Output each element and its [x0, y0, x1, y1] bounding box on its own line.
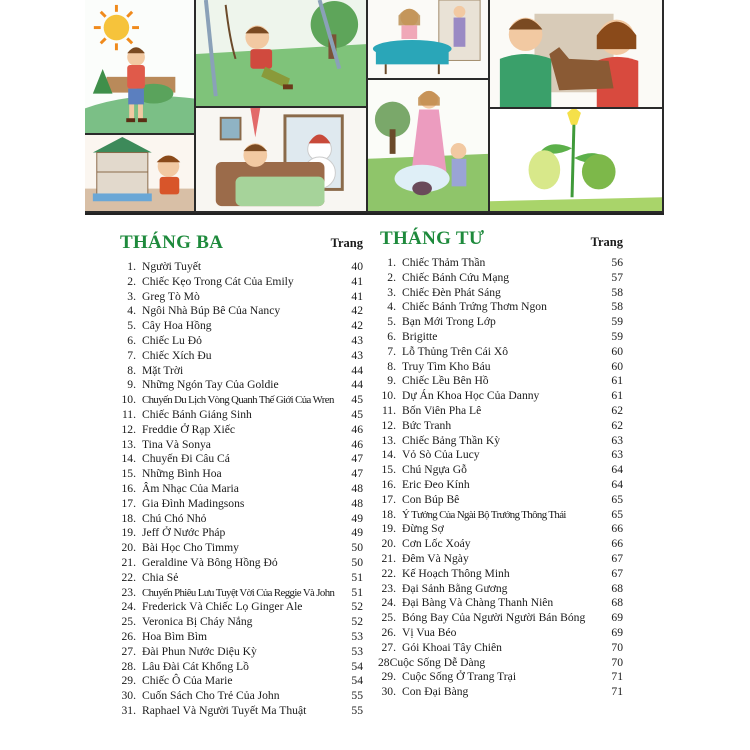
entry-number: 11. [381, 403, 396, 417]
entry-title: Frederick Và Chiếc Lọ Ginger Ale [142, 600, 303, 614]
toc-entry [118, 630, 363, 645]
toc-entry [118, 541, 363, 556]
toc-header [118, 232, 363, 256]
toc-entry [378, 419, 623, 434]
toc-entry [378, 374, 623, 389]
entry-number: 13. [121, 437, 136, 451]
entry-page-number: 40 [351, 260, 363, 273]
toc-entry [118, 586, 363, 601]
entry-title: Những Ngón Tay Của Goldie [142, 378, 279, 392]
toc-entry [118, 290, 363, 305]
entry-title: 28Cuộc Sống Dễ Dàng [378, 655, 486, 669]
entry-page-number: 50 [351, 555, 363, 569]
entry-page-number: 52 [351, 600, 363, 614]
entry-number: 20. [121, 541, 136, 555]
entry-number: 11. [121, 407, 136, 421]
entry-page-number: 46 [351, 437, 363, 451]
entry-title: Greg Tò Mò [142, 289, 200, 303]
entry-page-number: 49 [351, 511, 363, 525]
illustration-girl-table [368, 0, 490, 80]
entry-number: 5. [127, 319, 136, 333]
entry-page-number: 50 [351, 541, 363, 555]
toc-entry [118, 349, 363, 364]
entry-title: Chiếc Kẹo Trong Cát Của Emily [142, 274, 294, 288]
entry-page-number: 64 [611, 477, 623, 491]
toc-entry [118, 304, 363, 319]
entry-number: 10. [381, 389, 396, 403]
entry-page-number: 59 [611, 315, 623, 329]
entry-number: 30. [121, 689, 136, 703]
section-title: THÁNG TƯ [380, 228, 485, 249]
entry-title: Tina Và Sonya [142, 437, 211, 451]
entry-title: Kế Hoạch Thông Minh [402, 566, 510, 580]
entry-title: Chuyến Đi Câu Cá [142, 452, 230, 466]
entry-title: Đừng Sợ [402, 522, 444, 536]
entry-page-number: 55 [351, 689, 363, 703]
entry-number: 15. [121, 467, 136, 481]
entry-title: Veronica Bị Cháy Nắng [142, 615, 253, 629]
toc-entry [118, 571, 363, 586]
entry-title: Gói Khoai Tây Chiên [402, 640, 502, 654]
entry-page-number: 45 [351, 393, 363, 407]
illustration-collage [85, 0, 664, 215]
entry-number: 5. [387, 315, 396, 329]
toc-entry [118, 275, 363, 290]
entry-number: 15. [381, 463, 396, 477]
toc-entry [378, 345, 623, 360]
entry-title: Ngôi Nhà Búp Bê Của Nancy [142, 304, 281, 318]
entry-number: 30. [381, 685, 396, 699]
entry-title: Chiếc Lu Đỏ [142, 333, 202, 347]
toc-thang-ba [118, 232, 363, 719]
entry-page-number: 43 [351, 333, 363, 347]
entry-title: Chiếc Lều Bên Hồ [402, 374, 489, 388]
toc-entry [118, 689, 363, 704]
entry-title: Brigitte [402, 329, 438, 343]
entry-number: 14. [381, 448, 396, 462]
entry-number: 6. [127, 333, 136, 347]
toc-entry [378, 448, 623, 463]
entry-page-number: 60 [611, 359, 623, 373]
toc-entry [378, 508, 623, 523]
entry-title: Cuộc Sống Ở Trang Trại [402, 670, 517, 684]
entry-title: Chiếc Bảng Thần Kỳ [402, 433, 500, 447]
entry-page-number: 47 [351, 452, 363, 466]
toc-entry [118, 645, 363, 660]
toc-entry [118, 334, 363, 349]
entry-title: Bài Học Cho Timmy [142, 541, 239, 555]
entry-page-number: 45 [351, 407, 363, 421]
entry-page-number: 66 [611, 537, 623, 551]
entry-number: 2. [127, 274, 136, 288]
entry-page-number: 70 [611, 640, 623, 654]
entry-page-number: 44 [351, 363, 363, 377]
entry-number: 17. [381, 492, 396, 506]
entry-page-number: 41 [351, 289, 363, 303]
entry-page-number: 57 [611, 270, 623, 284]
entry-number: 2. [387, 270, 396, 284]
entry-number: 4. [387, 300, 396, 314]
toc-entry [118, 526, 363, 541]
entry-number: 29. [381, 670, 396, 684]
toc-entry [118, 556, 363, 571]
entry-title: Hoa Bìm Bìm [142, 629, 208, 643]
entry-number: 26. [381, 625, 396, 639]
toc-entry [378, 552, 623, 567]
entry-number: 21. [381, 551, 396, 565]
entry-title: Chia Sẻ [142, 570, 179, 584]
entry-title: Cuốn Sách Cho Trẻ Của John [142, 689, 280, 703]
entry-number: 4. [127, 304, 136, 318]
toc-entry [378, 537, 623, 552]
entry-number: 25. [121, 615, 136, 629]
entry-page-number: 65 [611, 507, 623, 521]
entry-page-number: 42 [351, 319, 363, 333]
illustration-boy-swing [196, 0, 368, 108]
page-column-label: Trang [590, 235, 623, 249]
entry-title: Đại Sảnh Bằng Gương [402, 581, 508, 595]
entry-page-number: 44 [351, 378, 363, 392]
entry-number: 25. [381, 611, 396, 625]
entry-title: Freddie Ở Rạp Xiếc [142, 422, 236, 436]
illustration-kids-horse [490, 0, 664, 109]
entry-title: Geraldine Và Bông Hồng Đỏ [142, 555, 278, 569]
toc-entry [378, 404, 623, 419]
entry-page-number: 60 [611, 344, 623, 358]
toc-entry [118, 393, 363, 408]
entry-page-number: 61 [611, 389, 623, 403]
entry-page-number: 41 [351, 274, 363, 288]
entry-number: 19. [381, 522, 396, 536]
entry-number: 17. [121, 496, 136, 510]
entry-title: Bức Tranh [402, 418, 452, 432]
toc-entry [118, 674, 363, 689]
entry-number: 7. [127, 348, 136, 362]
entry-number: 16. [121, 481, 136, 495]
entry-page-number: 52 [351, 615, 363, 629]
entry-number: 7. [387, 344, 396, 358]
entry-page-number: 49 [351, 526, 363, 540]
toc-thang-tu [378, 228, 623, 700]
entry-title: Dự Án Khoa Học Của Danny [402, 389, 540, 403]
entry-page-number: 48 [351, 496, 363, 510]
entry-page-number: 71 [611, 670, 623, 684]
toc-entry [378, 315, 623, 330]
entry-number: 31. [121, 703, 136, 717]
illustration-boy-sun [85, 0, 196, 135]
entry-number: 23. [381, 581, 396, 595]
toc-entry [118, 319, 363, 334]
entry-page-number: 68 [611, 596, 623, 610]
entry-title: Chiếc Bánh Trứng Thơm Ngon [402, 300, 547, 314]
entry-page-number: 69 [611, 625, 623, 639]
entry-page-number: 71 [611, 685, 623, 699]
entry-title: Đêm Và Ngày [402, 551, 469, 565]
toc-entry [378, 271, 623, 286]
entry-title: Chú Chó Nhỏ [142, 511, 207, 525]
entry-title: Con Búp Bê [402, 492, 460, 506]
entry-number: 9. [387, 374, 396, 388]
entry-number: 20. [381, 537, 396, 551]
entry-title: Chiếc Thảm Thần [402, 256, 486, 269]
entry-title: Đài Phun Nước Diệu Kỳ [142, 644, 257, 658]
entry-page-number: 69 [611, 611, 623, 625]
entry-page-number: 58 [611, 300, 623, 314]
toc-entry [378, 596, 623, 611]
entry-title: Con Đại Bàng [402, 685, 469, 699]
entry-number: 22. [381, 566, 396, 580]
entry-number: 23. [121, 585, 136, 599]
entry-title: Cơn Lốc Xoáy [402, 537, 471, 551]
entry-page-number: 54 [351, 674, 363, 688]
toc-entry [378, 434, 623, 449]
entry-number: 19. [121, 526, 136, 540]
illustration-fruit-plant [490, 109, 664, 213]
toc-entry [118, 452, 363, 467]
entry-number: 21. [121, 555, 136, 569]
entry-page-number: 63 [611, 448, 623, 462]
toc-entry [118, 600, 363, 615]
entry-page-number: 43 [351, 348, 363, 362]
toc-entry [118, 423, 363, 438]
entry-title: Lâu Đài Cát Khổng Lồ [142, 659, 249, 673]
toc-entry [378, 641, 623, 656]
entry-page-number: 42 [351, 304, 363, 318]
toc-entry [118, 660, 363, 675]
toc-entry [118, 260, 363, 275]
entry-page-number: 61 [611, 374, 623, 388]
toc-entry [378, 286, 623, 301]
entry-number: 29. [121, 674, 136, 688]
entry-page-number: 70 [611, 655, 623, 669]
toc-entry [378, 567, 623, 582]
toc-entry [378, 389, 623, 404]
entry-title: Vỏ Sò Của Lucy [402, 448, 480, 462]
entry-title: Chiếc Đèn Phát Sáng [402, 285, 501, 299]
toc-entry [118, 512, 363, 527]
toc-entry [378, 670, 623, 685]
entry-title: Người Tuyết [142, 260, 202, 273]
toc-entry [378, 478, 623, 493]
entry-title: Chú Ngựa Gỗ [402, 463, 467, 477]
toc-entry [378, 463, 623, 478]
toc-entry [378, 360, 623, 375]
entry-page-number: 67 [611, 551, 623, 565]
entry-title: Jeff Ở Nước Pháp [142, 526, 226, 540]
entry-number: 27. [121, 644, 136, 658]
illustration-boy-bed-snowman [196, 108, 368, 213]
toc-list [118, 260, 363, 719]
entry-title: Truy Tìm Kho Báu [402, 359, 491, 373]
toc-entry [378, 300, 623, 315]
entry-number: 12. [121, 422, 136, 436]
entry-page-number: 68 [611, 581, 623, 595]
entry-title: Bạn Mới Trong Lớp [402, 315, 496, 329]
toc-entry [118, 408, 363, 423]
entry-number: 10. [121, 393, 136, 407]
entry-title: Bóng Bay Của Người Người Bán Bóng [402, 611, 586, 625]
toc-entry [118, 467, 363, 482]
entry-number: 3. [127, 289, 136, 303]
toc-entry [118, 438, 363, 453]
entry-title: Chiếc Bánh Giáng Sinh [142, 407, 252, 421]
entry-page-number: 64 [611, 463, 623, 477]
entry-number: 16. [381, 477, 396, 491]
entry-page-number: 63 [611, 433, 623, 447]
entry-title: Âm Nhạc Của Maria [142, 481, 239, 495]
toc-list [378, 256, 623, 700]
entry-page-number: 53 [351, 644, 363, 658]
entry-page-number: 51 [351, 570, 363, 584]
entry-title: Đại Bàng Và Chàng Thanh Niên [402, 596, 554, 610]
entry-number: 18. [121, 511, 136, 525]
entry-number: 24. [381, 596, 396, 610]
illustration-woman-bubbles [368, 80, 490, 213]
entry-number: 1. [387, 256, 396, 269]
entry-number: 6. [387, 329, 396, 343]
toc-entry [118, 497, 363, 512]
entry-title: Raphael Và Người Tuyết Ma Thuật [142, 703, 307, 717]
toc-entry [378, 330, 623, 345]
entry-page-number: 67 [611, 566, 623, 580]
toc-entry [378, 685, 623, 700]
entry-title: Bốn Viên Pha Lê [402, 403, 482, 417]
entry-title: Cây Hoa Hồng [142, 319, 212, 333]
entry-number: 27. [381, 640, 396, 654]
entry-number: 1. [127, 260, 136, 273]
toc-entry [378, 626, 623, 641]
entry-page-number: 59 [611, 329, 623, 343]
entry-title: Chiếc Bánh Cứu Mạng [402, 270, 510, 284]
entry-number: 26. [121, 629, 136, 643]
entry-title: Ý Tưởng Của Ngài Bộ Trưởng Thông Thái [402, 508, 566, 521]
entry-title: Vị Vua Béo [402, 625, 457, 639]
page-column-label: Trang [330, 236, 363, 250]
entry-number: 8. [387, 359, 396, 373]
entry-page-number: 51 [351, 585, 363, 599]
entry-number: 22. [121, 570, 136, 584]
entry-number: 28. [121, 659, 136, 673]
entry-title: Lỗ Thủng Trên Cái Xô [402, 344, 509, 358]
toc-entry [378, 256, 623, 271]
toc-entry [118, 704, 363, 719]
entry-title: Chuyến Du Lịch Vòng Quanh Thế Giới Của Wren [142, 394, 334, 407]
toc-entry [378, 493, 623, 508]
entry-number: 12. [381, 418, 396, 432]
entry-page-number: 56 [611, 256, 623, 269]
entry-title: Những Bình Hoa [142, 467, 222, 481]
entry-title: Mặt Trời [142, 363, 184, 377]
entry-page-number: 62 [611, 403, 623, 417]
section-title: THÁNG BA [120, 232, 224, 253]
entry-number: 3. [387, 285, 396, 299]
toc-entry [118, 378, 363, 393]
entry-number: 9. [127, 378, 136, 392]
toc-entry [378, 611, 623, 626]
entry-title: Eric Đeo Kính [402, 477, 470, 491]
entry-page-number: 66 [611, 522, 623, 536]
entry-page-number: 54 [351, 659, 363, 673]
entry-page-number: 48 [351, 481, 363, 495]
toc-entry [378, 656, 623, 671]
entry-page-number: 53 [351, 629, 363, 643]
entry-number: 14. [121, 452, 136, 466]
entry-title: Chiếc Xích Đu [142, 348, 212, 362]
entry-page-number: 58 [611, 285, 623, 299]
entry-page-number: 47 [351, 467, 363, 481]
entry-title: Chuyến Phiêu Lưu Tuyệt Vời Của Reggie Và John [142, 586, 335, 599]
illustration-dollhouse [85, 135, 196, 213]
toc-entry [378, 522, 623, 537]
entry-page-number: 62 [611, 418, 623, 432]
toc-entry [118, 482, 363, 497]
entry-number: 18. [381, 507, 396, 521]
entry-page-number: 46 [351, 422, 363, 436]
toc-entry [118, 364, 363, 379]
toc-entry [378, 582, 623, 597]
toc-entry [118, 615, 363, 630]
entry-title: Gia Đình Madingsons [142, 496, 245, 510]
entry-page-number: 55 [351, 703, 363, 717]
entry-page-number: 65 [611, 492, 623, 506]
entry-number: 24. [121, 600, 136, 614]
toc-header [378, 228, 623, 252]
entry-title: Chiếc Ô Của Marie [142, 674, 233, 688]
entry-number: 8. [127, 363, 136, 377]
entry-number: 13. [381, 433, 396, 447]
